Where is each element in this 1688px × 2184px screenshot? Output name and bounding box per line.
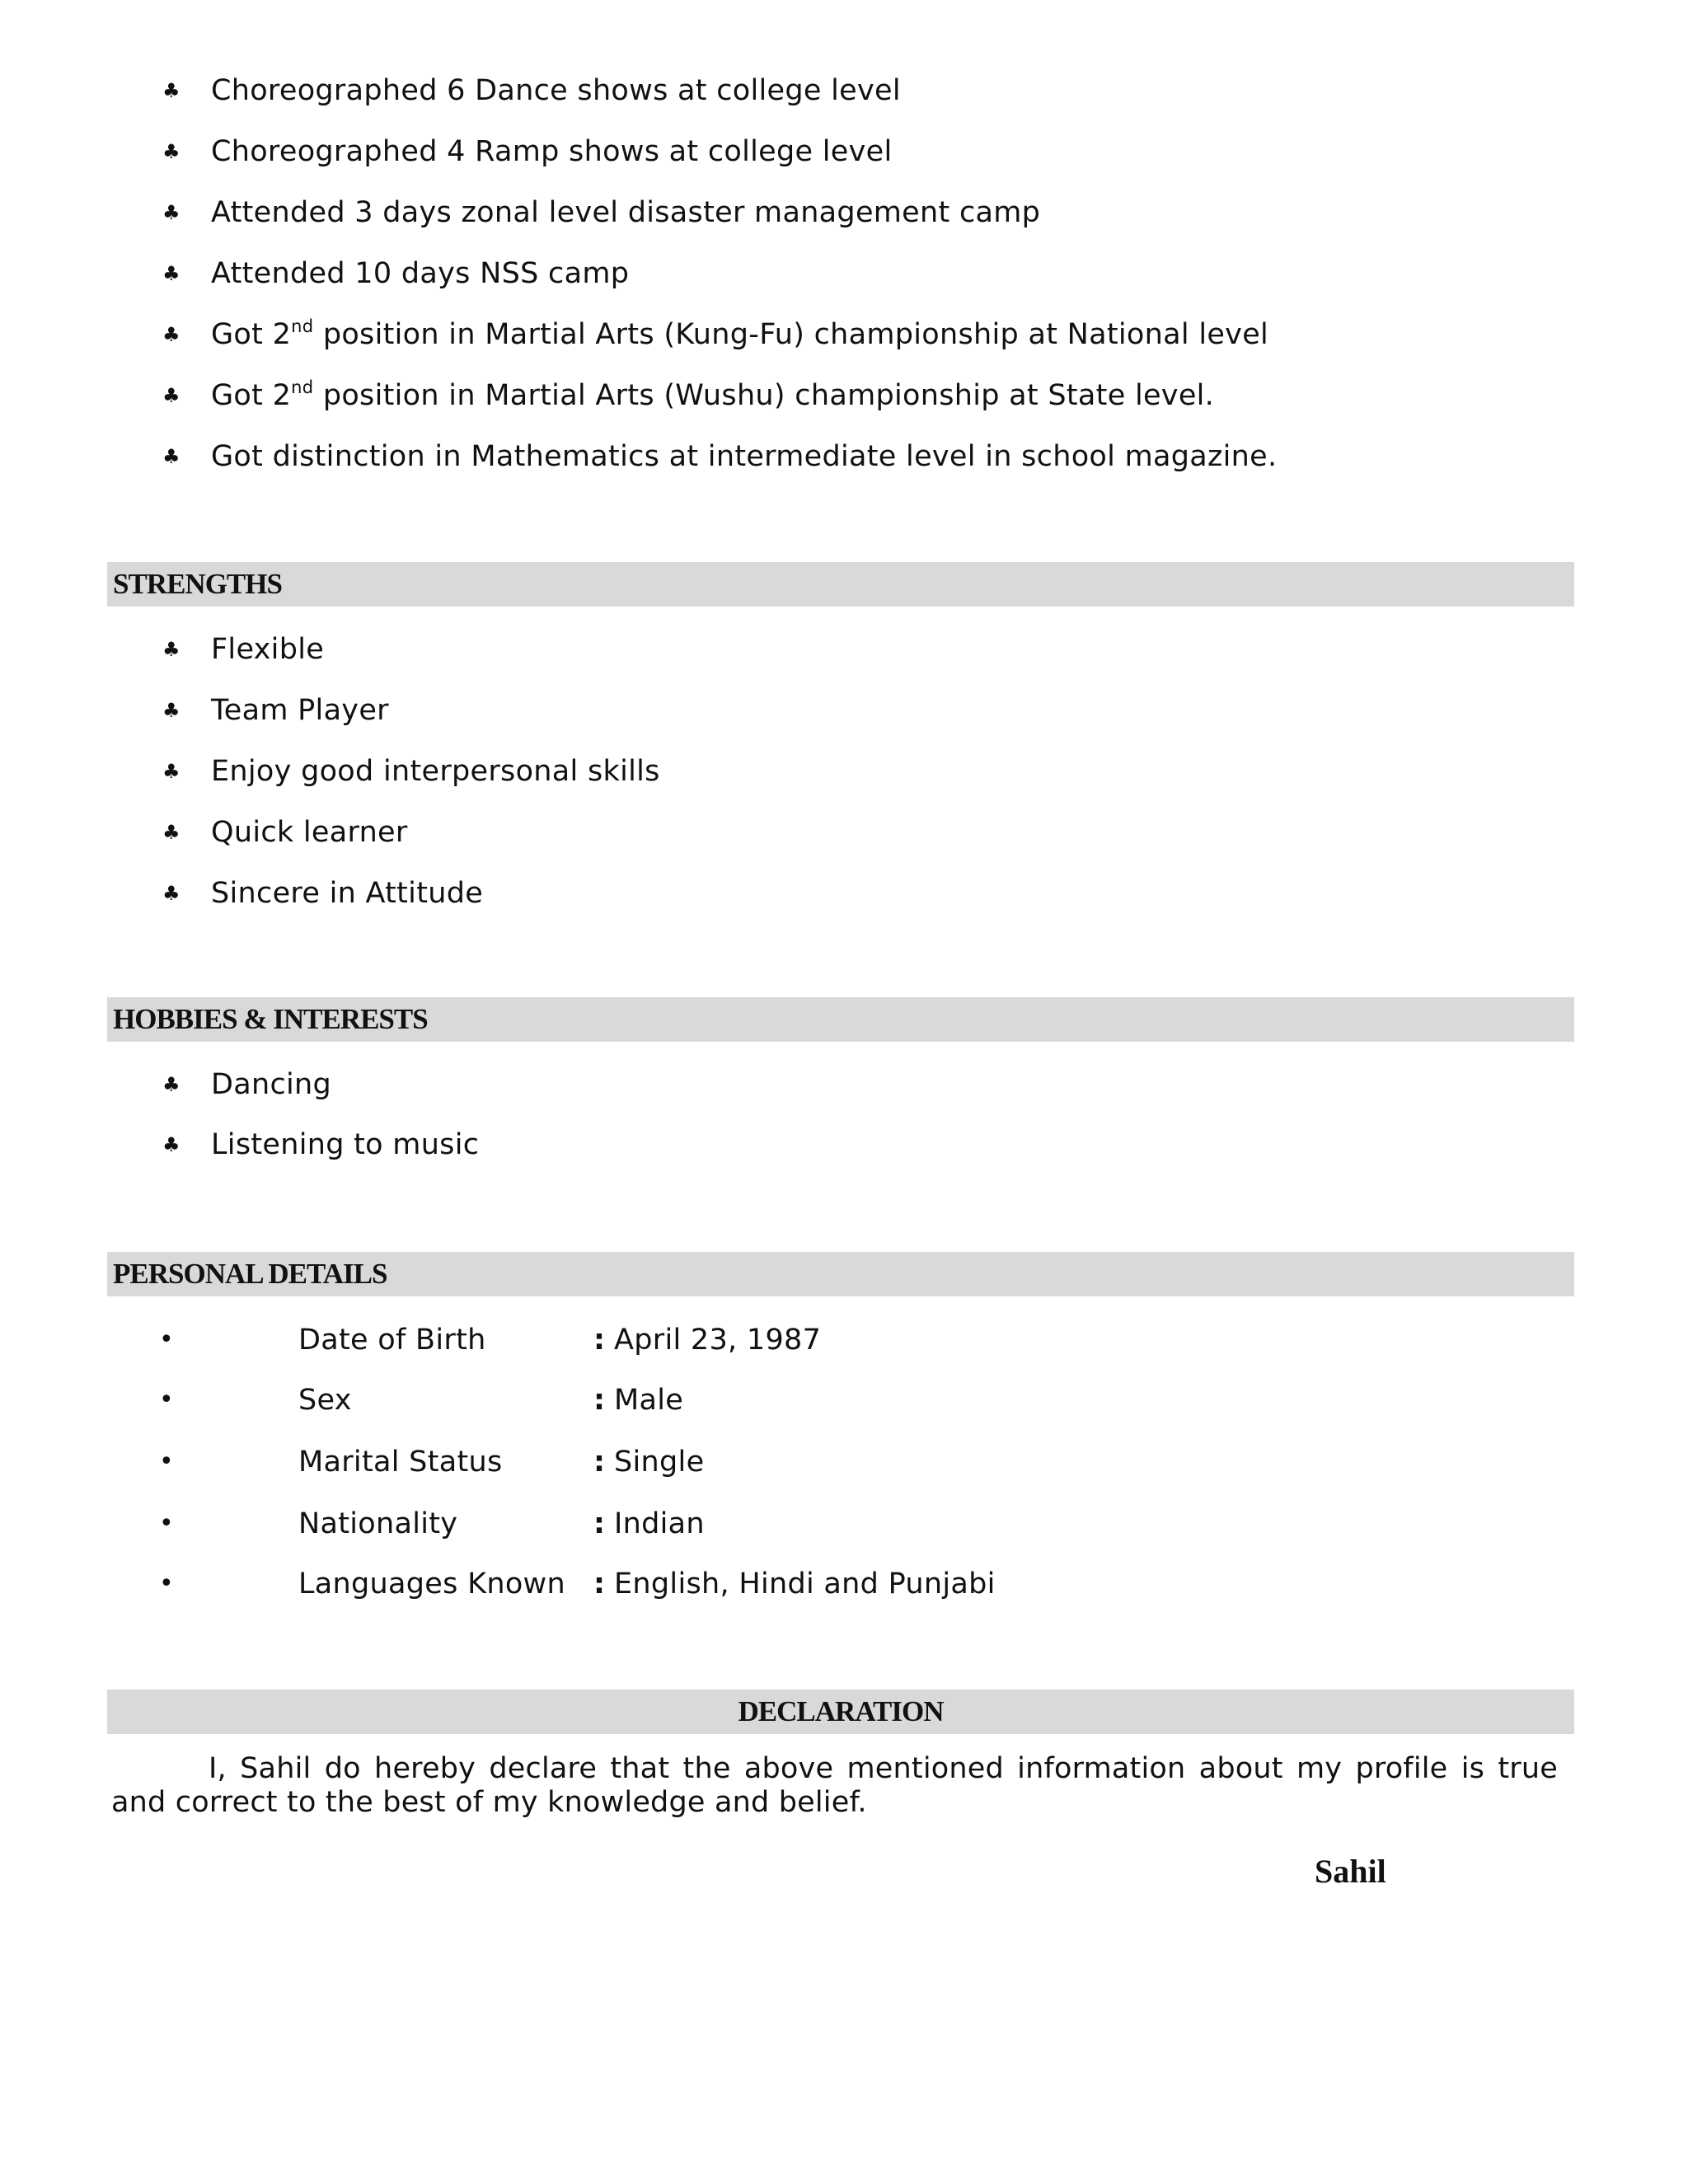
list-item	[0, 257, 1688, 290]
achievement-text-pre: Got 2	[211, 379, 292, 412]
achievement-text: Attended 3 days zonal level disaster management camp	[211, 196, 1041, 229]
achievement-text: Got distinction in Mathematics at intermediate level in school magazine.	[211, 440, 1278, 473]
club-bullet-icon: ♣	[162, 760, 181, 783]
detail-value: April 23, 1987	[614, 1324, 822, 1357]
declaration-header	[107, 1690, 1574, 1734]
detail-label: Languages Known	[298, 1568, 565, 1601]
club-bullet-icon: ♣	[162, 1133, 181, 1156]
detail-row	[0, 1324, 1688, 1357]
club-bullet-icon: ♣	[162, 882, 181, 905]
bullet-dot-icon: •	[159, 1509, 174, 1538]
club-bullet-icon: ♣	[162, 79, 181, 102]
list-item	[0, 816, 1688, 849]
ordinal-suffix: nd	[291, 377, 314, 397]
achievement-text	[211, 318, 1268, 351]
club-bullet-icon: ♣	[162, 201, 181, 224]
detail-value: Male	[614, 1384, 684, 1417]
detail-value: Indian	[614, 1507, 705, 1540]
bullet-dot-icon: •	[159, 1447, 174, 1476]
bullet-dot-icon: •	[159, 1569, 174, 1598]
detail-row	[0, 1507, 1688, 1540]
strength-text: Sincere in Attitude	[211, 877, 484, 910]
list-item	[0, 1128, 1688, 1161]
personal-details-header	[107, 1252, 1574, 1296]
list-item	[0, 755, 1688, 788]
detail-row	[0, 1384, 1688, 1417]
detail-colon: :	[593, 1568, 606, 1601]
list-item	[0, 1068, 1688, 1101]
achievement-text-post: position in Martial Arts (Kung-Fu) championship at National level	[313, 318, 1269, 351]
list-item	[0, 318, 1688, 351]
signature-name: Sahil	[1315, 1853, 1386, 1890]
declaration-text: I, Sahil do hereby declare that the above mentioned information about my profile is true and correct to the best of my knowledge and belief.	[111, 1752, 1558, 1819]
detail-label: Sex	[298, 1384, 352, 1417]
list-item	[0, 877, 1688, 910]
bullet-dot-icon: •	[159, 1325, 174, 1354]
strength-text: Flexible	[211, 633, 325, 666]
achievement-text: Attended 10 days NSS camp	[211, 257, 630, 290]
detail-colon: :	[593, 1507, 606, 1540]
list-item	[0, 440, 1688, 473]
hobby-text: Dancing	[211, 1068, 332, 1101]
club-bullet-icon: ♣	[162, 1073, 181, 1096]
ordinal-suffix: nd	[291, 316, 314, 336]
detail-row	[0, 1568, 1688, 1601]
detail-label: Nationality	[298, 1507, 458, 1540]
club-bullet-icon: ♣	[162, 323, 181, 346]
detail-label: Marital Status	[298, 1446, 503, 1479]
club-bullet-icon: ♣	[162, 140, 181, 163]
detail-colon: :	[593, 1384, 606, 1417]
detail-row	[0, 1446, 1688, 1479]
list-item	[0, 74, 1688, 107]
list-item	[0, 379, 1688, 412]
club-bullet-icon: ♣	[162, 821, 181, 844]
detail-label: Date of Birth	[298, 1324, 486, 1357]
achievement-text: Choreographed 4 Ramp shows at college level	[211, 135, 893, 168]
strengths-header	[107, 562, 1574, 607]
strength-text: Team Player	[211, 694, 389, 727]
detail-colon: :	[593, 1446, 606, 1479]
list-item	[0, 694, 1688, 727]
detail-value: English, Hindi and Punjabi	[614, 1568, 996, 1601]
list-item	[0, 135, 1688, 168]
detail-value: Single	[614, 1446, 705, 1479]
achievement-text	[211, 379, 1214, 412]
strength-text: Quick learner	[211, 816, 408, 849]
club-bullet-icon: ♣	[162, 699, 181, 722]
achievement-text: Choreographed 6 Dance shows at college level	[211, 74, 901, 107]
club-bullet-icon: ♣	[162, 445, 181, 468]
hobby-text: Listening to music	[211, 1128, 480, 1161]
section-title: PERSONAL DETAILS	[113, 1258, 387, 1290]
declaration-paragraph	[111, 1752, 1558, 1820]
list-item	[0, 196, 1688, 229]
achievement-text-pre: Got 2	[211, 318, 292, 351]
club-bullet-icon: ♣	[162, 262, 181, 285]
bullet-dot-icon: •	[159, 1385, 174, 1414]
achievement-text-post: position in Martial Arts (Wushu) championship at State level.	[313, 379, 1215, 412]
detail-colon: :	[593, 1324, 606, 1357]
club-bullet-icon: ♣	[162, 384, 181, 407]
section-title: STRENGTHS	[113, 568, 282, 600]
strength-text: Enjoy good interpersonal skills	[211, 755, 660, 788]
hobbies-header	[107, 997, 1574, 1042]
section-title: DECLARATION	[738, 1695, 944, 1727]
club-bullet-icon: ♣	[162, 638, 181, 661]
list-item	[0, 633, 1688, 666]
section-title: HOBBIES & INTERESTS	[113, 1003, 428, 1035]
